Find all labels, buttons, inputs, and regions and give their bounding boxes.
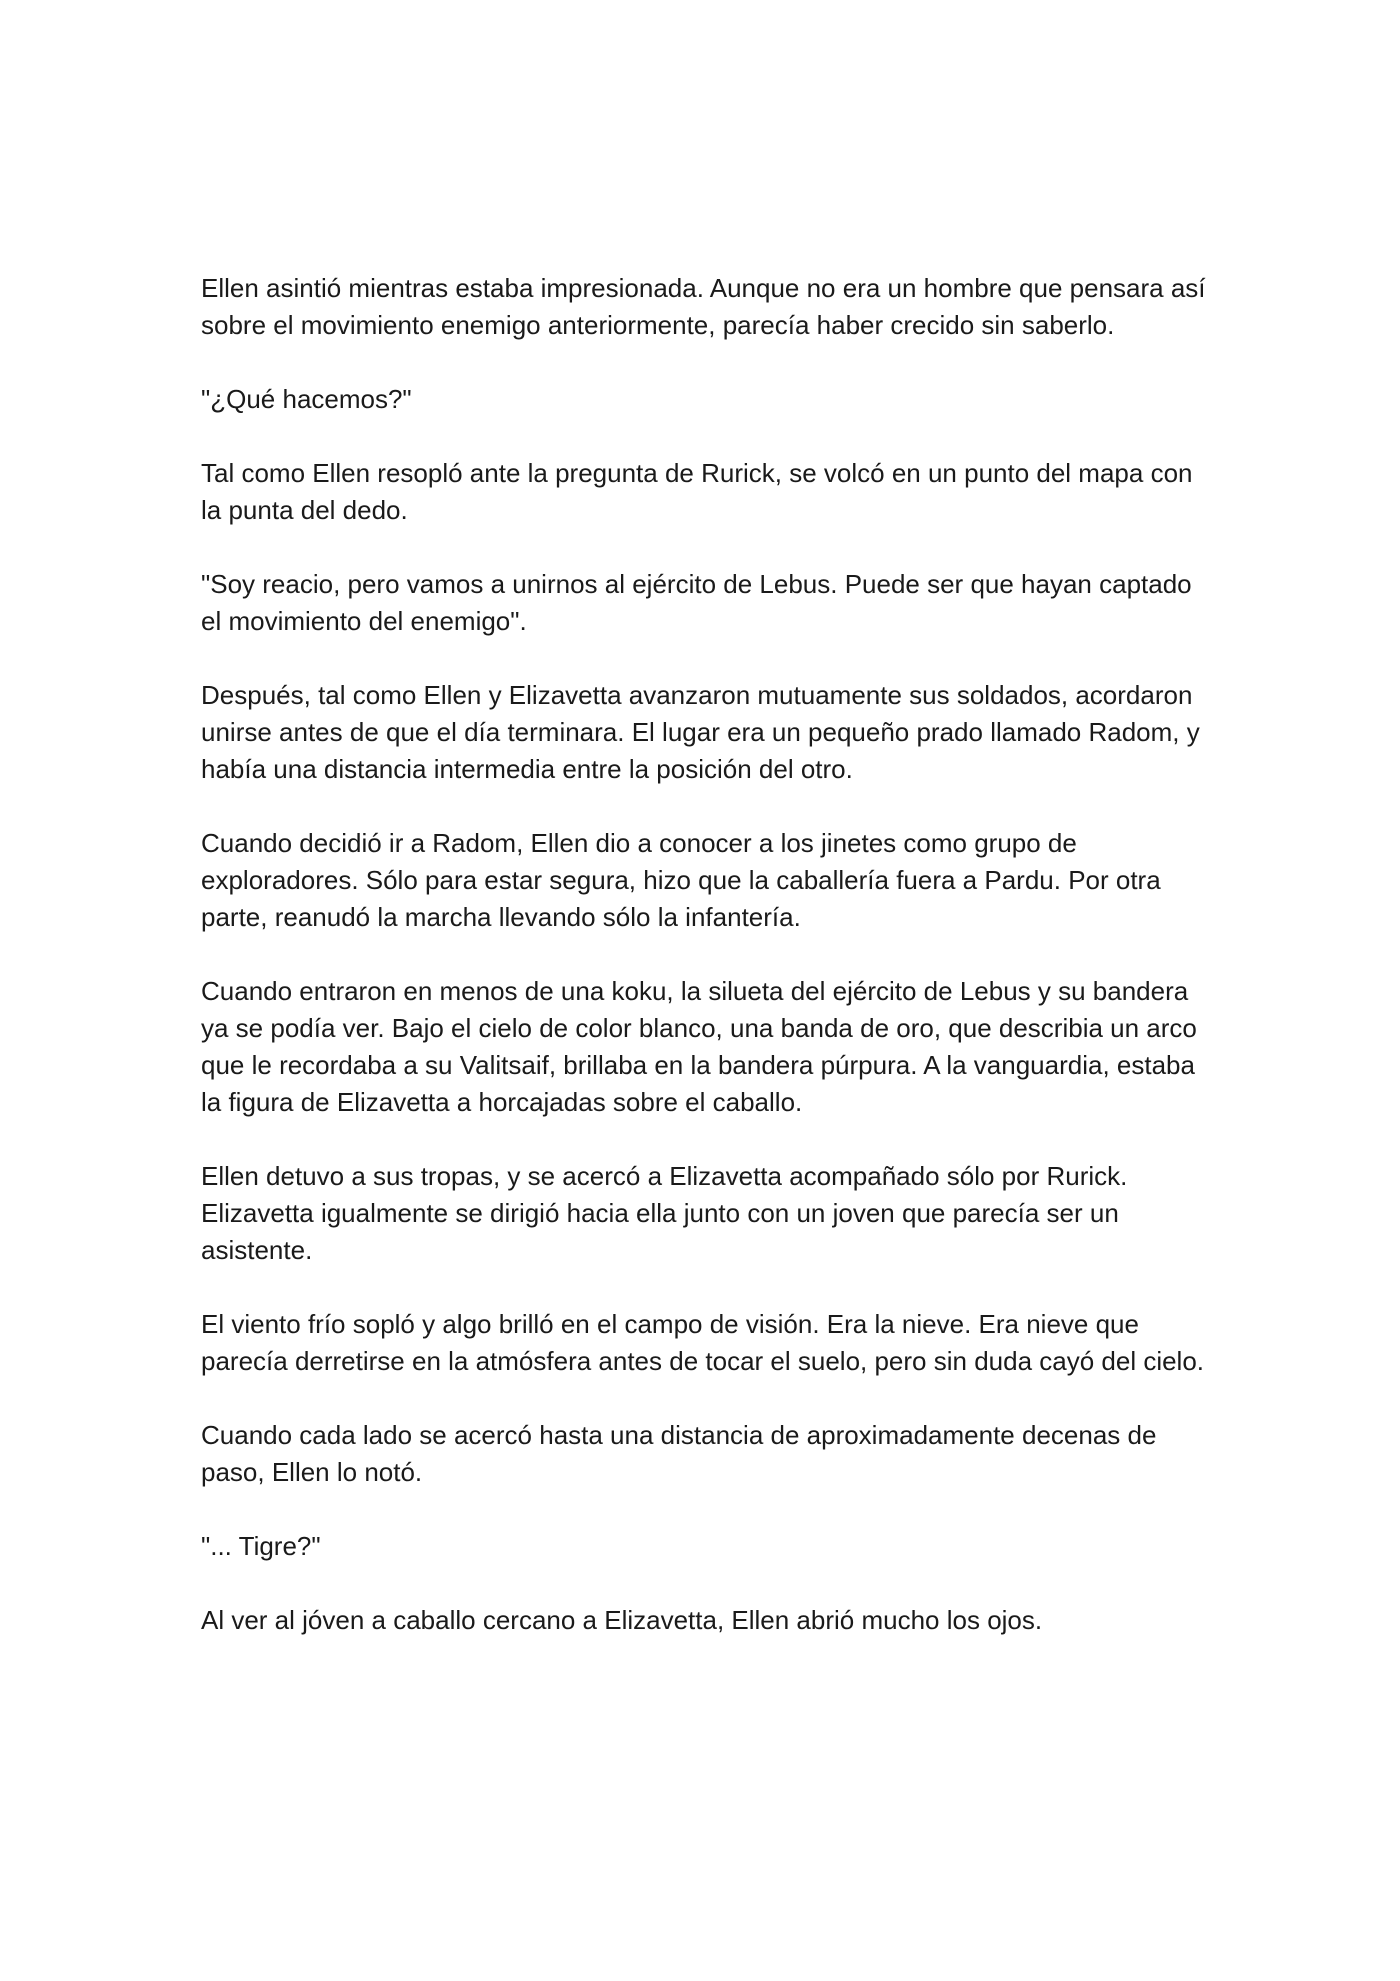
paragraph: Cuando cada lado se acercó hasta una distancia de aproximadamente decenas de paso, Ellen lo notó. <box>201 1420 1157 1487</box>
text-body <box>201 270 1211 1676</box>
paragraph: Cuando decidió ir a Radom, Ellen dio a conocer a los jinetes como grupo de exploradores. Sólo para estar segura, hizo que la caballería fuera a Pardu. Por otra parte, reanudó la marcha llevando sólo la infantería. <box>201 828 1161 932</box>
paragraph: "Soy reacio, pero vamos a unirnos al ejército de Lebus. Puede ser que hayan captado el movimiento del enemigo". <box>201 569 1192 636</box>
paragraph: El viento frío sopló y algo brilló en el campo de visión. Era la nieve. Era nieve que parecía derretirse en la atmósfera antes de tocar el suelo, pero sin duda cayó del cielo. <box>201 1309 1205 1376</box>
paragraph: "¿Qué hacemos?" <box>201 384 412 414</box>
paragraph: Tal como Ellen resopló ante la pregunta de Rurick, se volcó en un punto del mapa con la punta del dedo. <box>201 458 1193 525</box>
paragraph: Cuando entraron en menos de una koku, la silueta del ejército de Lebus y su bandera ya se podía ver. Bajo el cielo de color blanco, una banda de oro, que describia un arco que le recordaba a su Valitsaif, brillaba en la bandera púrpura. A la vanguardia, estaba la figura de Elizavetta a horcajadas sobre el caballo. <box>201 976 1197 1117</box>
paragraph: Al ver al jóven a caballo cercano a Elizavetta, Ellen abrió mucho los ojos. <box>201 1605 1043 1635</box>
paragraph: "... Tigre?" <box>201 1531 321 1561</box>
paragraph: Ellen asintió mientras estaba impresionada. Aunque no era un hombre que pensara así sobre el movimiento enemigo anteriormente, parecía haber crecido sin saberlo. <box>201 273 1206 340</box>
paragraph: Después, tal como Ellen y Elizavetta avanzaron mutuamente sus soldados, acordaron unirse antes de que el día terminara. El lugar era un pequeño prado llamado Radom, y había una distancia intermedia entre la posición del otro. <box>201 680 1200 784</box>
paragraph: Ellen detuvo a sus tropas, y se acercó a Elizavetta acompañado sólo por Rurick. Elizavetta igualmente se dirigió hacia ella junto con un joven que parecía ser un asistente. <box>201 1161 1128 1265</box>
